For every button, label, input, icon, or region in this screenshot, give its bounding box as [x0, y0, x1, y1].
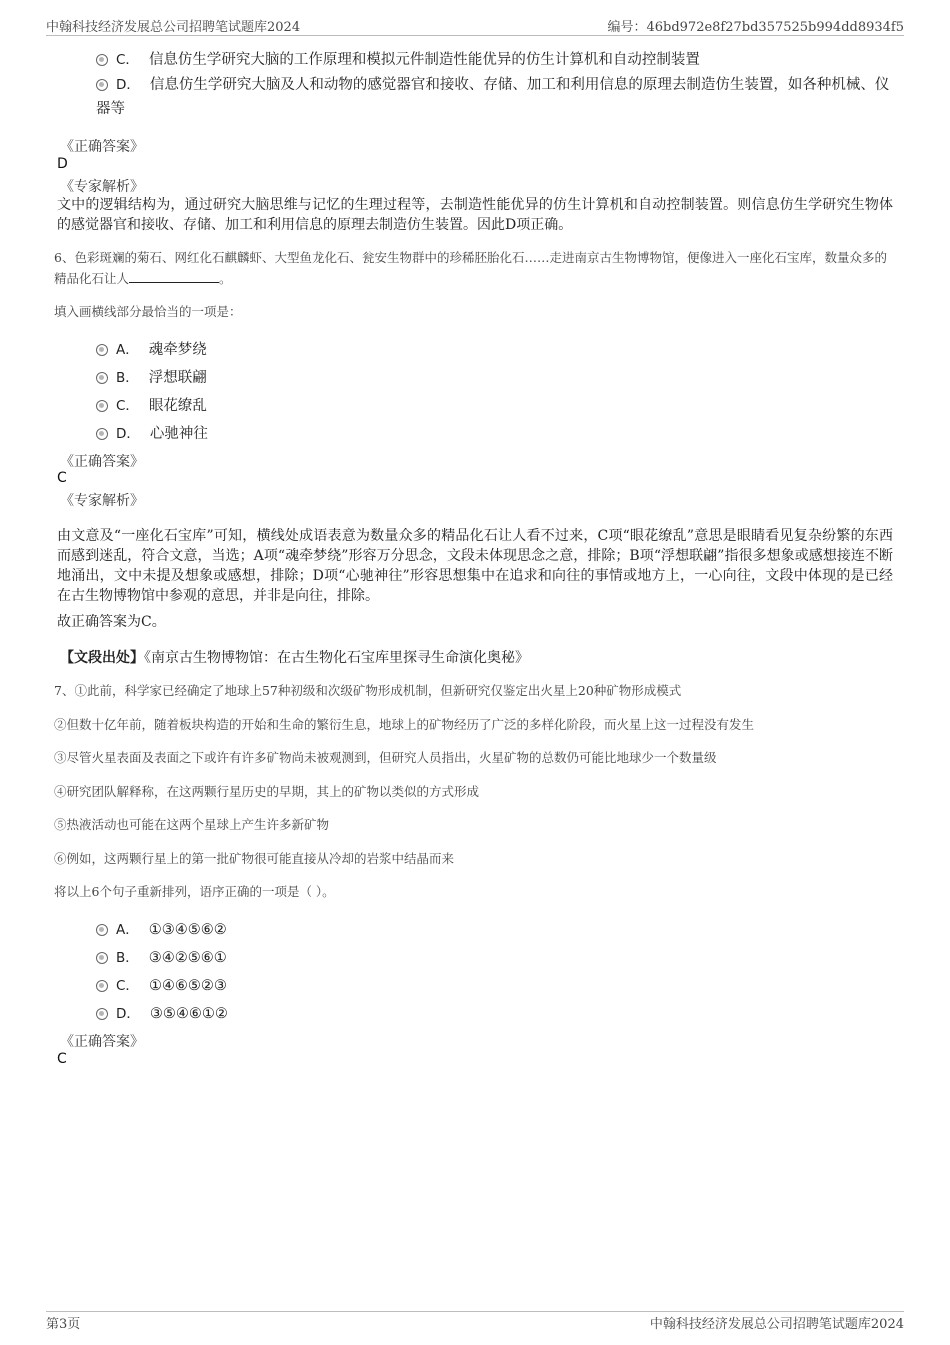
q7-sentence-4: ④研究团队解释称，在这两颗行星历史的早期，其上的矿物以类似的方式形成: [54, 784, 480, 799]
q6-stem-text: 6、色彩斑斓的菊石、网红化石麒麟虾、大型鱼龙化石、瓮安生物群中的珍稀胚胎化石……走进南京古生物博物馆，便像进入一座化石宝库，数量众多的精品化石让人: [54, 250, 887, 286]
q7-option-a[interactable]: [96, 918, 227, 938]
page-header: [46, 14, 904, 34]
option-letter: A．: [116, 922, 139, 938]
source-title: 《南京古生物博物馆：在古生物化石宝库里探寻生命演化奥秘》: [144, 650, 529, 666]
header-doc-id: 编号：46bd972e8f27bd357525b994dd8934f5: [607, 20, 904, 35]
q6-instruction: 填入画横线部分最恰当的一项是：: [54, 304, 242, 319]
q5-answer: D: [57, 156, 68, 172]
option-letter: A．: [116, 342, 139, 358]
option-text: 魂牵梦绕: [148, 342, 207, 358]
page-footer: [46, 1313, 904, 1333]
header-divider: [46, 35, 904, 36]
q7-sentence-5: ⑤热液活动也可能在这两个星球上产生许多新矿物: [54, 817, 330, 832]
fill-blank: [129, 271, 219, 283]
q6-conclusion: 故正确答案为C。: [57, 614, 166, 630]
q7-answer-label: 《正确答案》: [60, 1034, 144, 1050]
q6-source: [60, 647, 529, 667]
option-text: 心驰神往: [149, 426, 208, 442]
q5-analysis-label: 《专家解析》: [60, 179, 144, 195]
q7-sentence-3: ③尽管火星表面及表面之下或许有许多矿物尚未被观测到，但研究人员指出，火星矿物的总数仍可能比地球少一个数量级: [54, 750, 717, 765]
option-letter: D．: [116, 426, 140, 442]
option-letter: B．: [116, 950, 139, 966]
q7-sentence-1: 7、①此前，科学家已经确定了地球上57种初级和次级矿物形成机制，但新研究仅鉴定出火星上20种矿物形成模式: [54, 683, 682, 698]
q5-analysis: 文中的逻辑结构为，通过研究大脑思维与记忆的生理过程等，去制造性能优异的仿生计算机和自动控制装置。则信息仿生学研究生物体的感觉器官和接收、存储、加工和利用信息的原理去制造仿生装置。因此D项正确。: [57, 197, 893, 233]
radio-icon[interactable]: [96, 1008, 108, 1020]
radio-icon[interactable]: [96, 952, 108, 964]
q6-analysis: 由文意及“一座化石宝库”可知，横线处成语表意为数量众多的精品化石让人看不过来，C项“眼花缭乱”意思是眼睛看见复杂纷繁的东西而感到迷乱，符合文意，当选；A项“魂牵梦绕”形容万分思念，文段未体现思念之意，排除；B项“浮想联翩”指很多想象或感想接连不断地涌出，文中未提及想象或感想，排除；D项“心驰神往”形容思想集中在追求和向往的事情或地方上，一心向往，文段中体现的是已经在古生物博物馆中参观的意思，并非是向往，排除。: [57, 528, 893, 604]
option-text: ①③④⑤⑥②: [148, 922, 227, 938]
q7-option-b[interactable]: [96, 946, 227, 966]
header-title: 中翰科技经济发展总公司招聘笔试题库2024: [46, 20, 301, 35]
q5-option-c[interactable]: [96, 48, 700, 69]
option-letter: D．: [116, 1006, 140, 1022]
q6-option-d[interactable]: [96, 422, 208, 443]
source-label: 【文段出处】: [60, 650, 144, 666]
radio-icon[interactable]: [96, 428, 108, 440]
q7-instruction: 将以上6个句子重新排列，语序正确的一项是（ ）。: [54, 884, 335, 899]
q7-answer: C: [57, 1051, 67, 1067]
q6-stem-end: 。: [219, 271, 232, 286]
option-text: ③④②⑤⑥①: [148, 950, 227, 966]
q7-sentence-2: ②但数十亿年前，随着板块构造的开始和生命的繁衍生息，地球上的矿物经历了广泛的多样化阶段，而火星上这一过程没有发生: [54, 717, 755, 732]
radio-icon[interactable]: [96, 372, 108, 384]
q7-sentence-6: ⑥例如，这两颗行星上的第一批矿物很可能直接从冷却的岩浆中结晶而来: [54, 851, 455, 866]
option-letter: B．: [116, 370, 139, 386]
q6-stem: [54, 247, 896, 289]
q7-option-d[interactable]: [96, 1002, 228, 1022]
footer-title: 中翰科技经济发展总公司招聘笔试题库2024: [649, 1317, 904, 1332]
q6-option-a[interactable]: [96, 338, 207, 359]
q7-option-c[interactable]: [96, 974, 227, 994]
q6-option-b[interactable]: [96, 366, 207, 387]
option-letter: D．: [116, 77, 140, 93]
option-text: 浮想联翩: [148, 370, 207, 386]
q6-answer: C: [57, 470, 67, 486]
q6-answer-label: 《正确答案》: [60, 454, 144, 470]
radio-icon[interactable]: [96, 924, 108, 936]
q5-answer-label: 《正确答案》: [60, 139, 144, 155]
option-text: 眼花缭乱: [148, 398, 207, 414]
radio-icon[interactable]: [96, 400, 108, 412]
option-text: ①④⑥⑤②③: [148, 978, 227, 994]
radio-icon[interactable]: [96, 980, 108, 992]
radio-icon[interactable]: [96, 79, 108, 91]
footer-divider: [46, 1311, 904, 1312]
option-letter: C．: [116, 398, 139, 414]
q6-analysis-label: 《专家解析》: [60, 493, 144, 509]
radio-icon[interactable]: [96, 344, 108, 356]
option-text: ③⑤④⑥①②: [149, 1006, 228, 1022]
q5-option-d[interactable]: [96, 73, 896, 121]
option-letter: C．: [116, 52, 139, 68]
q6-option-c[interactable]: [96, 394, 207, 415]
page-number: 第3页: [46, 1317, 81, 1332]
radio-icon[interactable]: [96, 54, 108, 66]
option-text: 信息仿生学研究大脑的工作原理和模拟元件制造性能优异的仿生计算机和自动控制装置: [148, 52, 700, 68]
option-text: 信息仿生学研究大脑及人和动物的感觉器官和接收、存储、加工和利用信息的原理去制造仿生装置，如各种机械、仪器等: [96, 77, 890, 117]
option-letter: C．: [116, 978, 139, 994]
